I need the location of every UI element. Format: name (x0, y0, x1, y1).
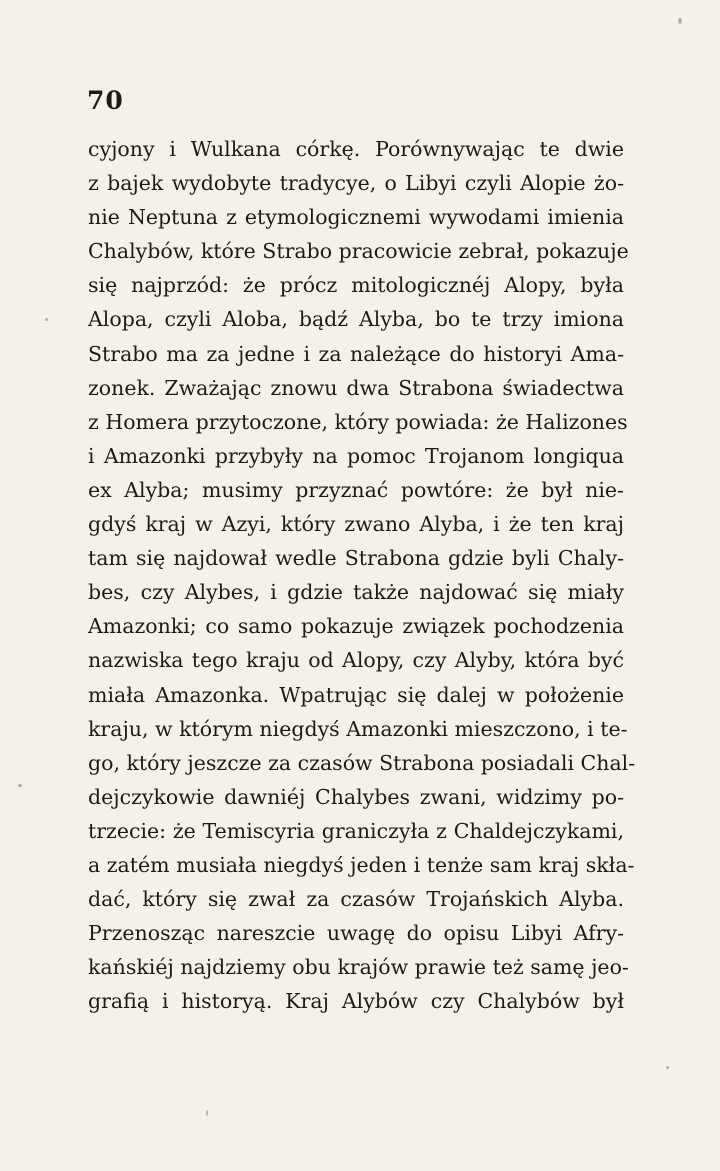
text-line: z bajek wydobyte tradycye, o Libyi czyli Alopie żo- (88, 171, 624, 196)
text-line: miała Amazonka. Wpatrując się dalej w położenie (88, 682, 624, 707)
text-line: Alopa, czyli Aloba, bądź Alyba, bo te trzy imiona (88, 307, 624, 332)
text-line: trzecie: że Temiscyria graniczyła z Chaldejczykami, (88, 818, 624, 843)
text-line: się najprzód: że prócz mitologicznéj Alopy, była (88, 273, 624, 298)
text-line: dać, który się zwał za czasów Trojańskich Alyba. (88, 887, 624, 912)
text-line: Strabo ma za jedne i za należące do historyi Ama- (88, 341, 624, 366)
text-line: Amazonki; co samo pokazuje związek pochodzenia (88, 614, 624, 639)
text-line: kraju, w którym niegdyś Amazonki mieszczono, i te- (88, 716, 628, 741)
paper-speck (666, 1066, 669, 1069)
paper-speck (678, 18, 682, 24)
text-line: kańskiéj najdziemy obu krajów prawie też samę jeo- (88, 955, 629, 980)
text-line: bes, czy Alybes, i gdzie także najdować się miały (88, 580, 624, 605)
page-number: 70 (87, 86, 124, 115)
text-line: gdyś kraj w Azyi, który zwano Alyba, i że ten kraj (88, 512, 624, 537)
body-text (88, 132, 636, 1018)
text-line: ex Alyba; musimy przyznać powtóre: że był nie- (88, 477, 624, 502)
text-line: zonek. Zważając znowu dwa Strabona świadectwa (88, 375, 624, 400)
text-line: a zatém musiała niegdyś jeden i tenże sam kraj skła- (88, 852, 635, 877)
text-line: go, który jeszcze za czasów Strabona posiadali Chal- (88, 750, 636, 775)
text-line: nie Neptuna z etymologicznemi wywodami imienia (88, 205, 624, 230)
text-line: tam się najdował wedle Strabona gdzie byli Chaly- (88, 546, 624, 571)
text-line: nazwiska tego kraju od Alopy, czy Alyby, która być (88, 648, 624, 673)
text-line: cyjony i Wulkana córkę. Porównywając te dwie (88, 137, 624, 161)
paper-speck (18, 784, 22, 787)
paper-speck (206, 1110, 208, 1116)
text-line: Chalybów, które Strabo pracowicie zebrał, pokazuje (88, 239, 629, 264)
text-line: dejczykowie dawniéj Chalybes zwani, widzimy po- (88, 784, 624, 809)
text-line: grafią i historyą. Kraj Alybów czy Chalybów był (88, 989, 624, 1014)
text-line: Przenosząc nareszcie uwagę do opisu Libyi Afry- (88, 921, 624, 946)
paper-speck (45, 318, 48, 321)
text-line: i Amazonki przybyły na pomoc Trojanom longiqua (88, 443, 624, 468)
text-line: z Homera przytoczone, który powiada: że Halizones (88, 409, 628, 434)
